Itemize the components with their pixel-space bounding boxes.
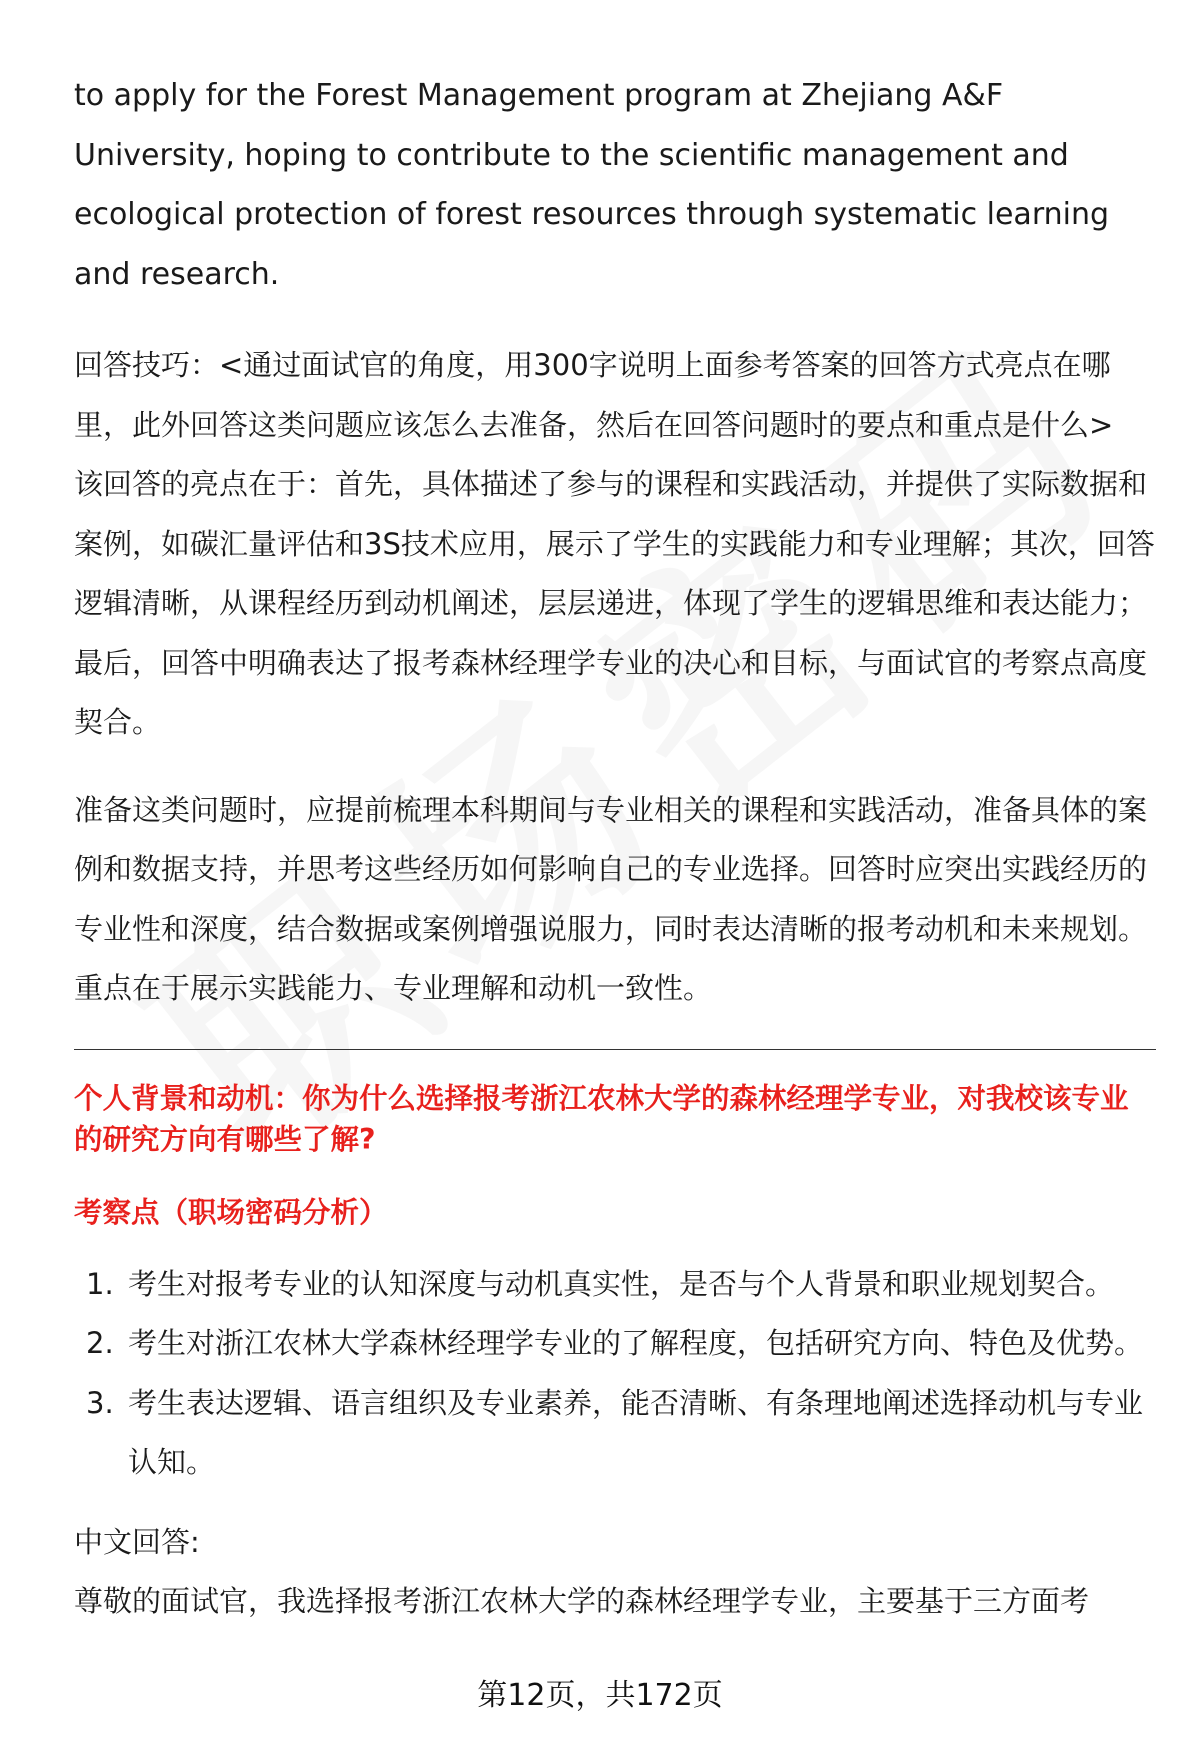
- english-continuation-paragraph: to apply for the Forest Management program at Zhejiang A&F University, hoping to contribute to the scientific management and ecological protection of forest resources through systematic learning and research.: [74, 78, 1110, 292]
- spacer: [74, 1050, 1156, 1078]
- list-item: [74, 1314, 1156, 1374]
- list-item-number: 3.: [86, 1385, 114, 1420]
- tips-prompt-paragraph: 回答技巧：<通过面试官的角度，用300字说明上面参考答案的回答方式亮点在哪里，此外回答这类问题应该怎么去准备，然后在回答问题时的要点和重点是什么>: [74, 348, 1114, 442]
- spacer: [74, 304, 1156, 336]
- spacer: [74, 1233, 1156, 1255]
- tips-body-paragraph: 该回答的亮点在于：首先，具体描述了参与的课程和实践活动，并提供了实际数据和案例，如碳汇量评估和3S技术应用，展示了学生的实践能力和专业理解；其次，回答逻辑清晰，从课程经历到动机阐述，层层递进，体现了学生的逻辑思维和表达能力；最后，回答中明确表达了报考森林经理学专业的决心和目标，与面试官的考察点高度契合。: [74, 467, 1155, 739]
- spacer: [74, 1160, 1156, 1192]
- list-item-number: 2.: [86, 1326, 114, 1360]
- list-item: [74, 1374, 1156, 1493]
- assessment-points-list: [74, 1255, 1156, 1493]
- spacer: [74, 1493, 1156, 1513]
- spacer: [74, 753, 1156, 781]
- list-item-text: 考生对报考专业的认知深度与动机真实性，是否与个人背景和职业规划契合。: [128, 1266, 1115, 1301]
- list-item-text: 考生对浙江农林大学森林经理学专业的了解程度，包括研究方向、特色及优势。: [128, 1326, 1144, 1360]
- assessment-heading: 考察点（职场密码分析）: [74, 1195, 388, 1229]
- list-item: [74, 1255, 1156, 1315]
- answer-label: 中文回答:: [74, 1524, 200, 1559]
- question-heading: 个人背景和动机：你为什么选择报考浙江农林大学的森林经理学专业，对我校该专业的研究方向有哪些了解?: [74, 1081, 1129, 1156]
- preparation-paragraph: 准备这类问题时，应提前梳理本科期间与专业相关的课程和实践活动，准备具体的案例和数据支持，并思考这些经历如何影响自己的专业选择。回答时应突出实践经历的专业性和深度，结合数据或案例增强说服力，同时表达清晰的报考动机和未来规划。重点在于展示实践能力、专业理解和动机一致性。: [74, 792, 1148, 1005]
- page-number-footer: 第12页，共172页: [477, 1678, 723, 1713]
- spacer: [74, 1019, 1156, 1049]
- list-item-number: 1.: [86, 1266, 114, 1301]
- document-page: [74, 66, 1156, 1632]
- list-item-text: 考生表达逻辑、语言组织及专业素养，能否清晰、有条理地阐述选择动机与专业认知。: [128, 1385, 1144, 1479]
- answer-start-paragraph: 尊敬的面试官，我选择报考浙江农林大学的森林经理学专业，主要基于三方面考: [74, 1584, 1090, 1618]
